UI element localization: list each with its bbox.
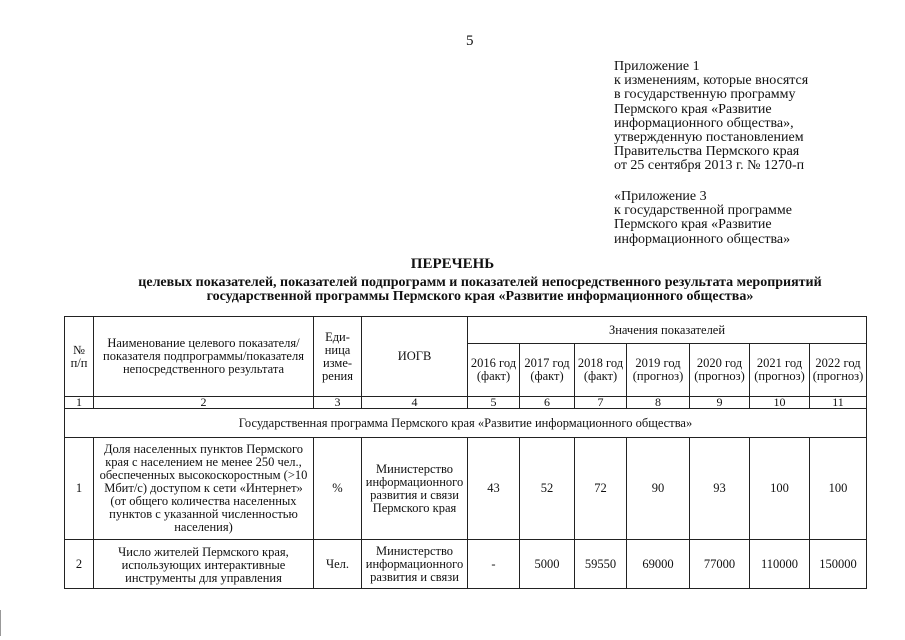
row-value: 77000 [690,540,750,589]
row-value: 43 [468,438,520,540]
indicators-table [64,316,867,589]
column-numbers-row [65,397,867,409]
row-value: 110000 [750,540,810,589]
column-number: 3 [314,397,362,409]
annex-3-block [614,190,792,247]
header-year: 2021 год (прогноз) [750,344,810,397]
column-number: 10 [750,397,810,409]
annex-line: от 25 сентября 2013 г. № 1270-п [614,158,805,174]
annex-line: Приложение 1 [614,59,700,74]
document-title: ПЕРЕЧЕНЬ [410,256,495,272]
header-year: 2017 год (факт) [520,344,575,397]
row-num: 2 [65,540,94,589]
annex-line: «Приложение 3 [614,189,707,204]
row-value: 100 [750,438,810,540]
header-year: 2020 год (прогноз) [690,344,750,397]
header-year: 2019 год (прогноз) [627,344,690,397]
column-number: 5 [468,397,520,409]
annex-line: утвержденную постановлением [614,130,804,146]
header-num: № п/п [65,317,94,397]
subtitle-line: государственной программы Пермского края «Развитие информационного общества» [206,289,754,304]
row-iogv: Министерство информационного развития и связи [362,540,468,589]
column-number: 8 [627,397,690,409]
row-unit: % [314,438,362,540]
column-number: 9 [690,397,750,409]
column-number: 7 [575,397,627,409]
annex-line: информационного общества», [614,115,794,131]
row-value: 52 [520,438,575,540]
annex-1-block [614,60,808,174]
row-value: 59550 [575,540,627,589]
annex-line: информационного общества» [614,231,791,247]
header-year: 2022 год (прогноз) [810,344,867,397]
program-row [65,409,867,438]
row-value: 5000 [520,540,575,589]
row-num: 1 [65,438,94,540]
annex-line: Правительства Пермского края [614,144,800,160]
column-number: 11 [810,397,867,409]
column-number: 2 [94,397,314,409]
scan-edge-mark [0,610,1,636]
table-row [65,438,867,540]
row-value: 90 [627,438,690,540]
header-unit: Еди-ница изме-рения [314,317,362,397]
header-row [65,317,867,344]
row-value: 150000 [810,540,867,589]
row-value: - [468,540,520,589]
row-iogv: Министерство информационного развития и связи Пермского края [362,438,468,540]
header-values-group: Значения показателей [468,317,867,344]
row-name: Доля населенных пунктов Пермского края с населением не менее 250 чел., обеспеченных высокоскоростным (>10 Мбит/с) доступом к сети «Интернет» (от общего количества населенных пунктов с указанной численностью населения) [94,438,314,540]
column-number: 6 [520,397,575,409]
annex-line: к изменениям, которые вносятся [614,73,809,89]
header-name: Наименование целевого показателя/показателя подпрограммы/показателя непосредственного результата [94,317,314,397]
header-year: 2016 год (факт) [468,344,520,397]
row-value: 93 [690,438,750,540]
annex-line: к государственной программе [614,203,792,219]
row-value: 69000 [627,540,690,589]
page-number: 5 [466,33,474,49]
header-iogv: ИОГВ [362,317,468,397]
annex-line: Пермского края «Развитие [614,101,772,117]
document-subtitle [80,276,880,304]
row-unit: Чел. [314,540,362,589]
program-title: Государственная программа Пермского края «Развитие информационного общества» [65,409,867,438]
annex-line: в государственную программу [614,87,796,103]
header-year: 2018 год (факт) [575,344,627,397]
row-value: 72 [575,438,627,540]
table-row [65,540,867,589]
column-number: 4 [362,397,468,409]
annex-line: Пермского края «Развитие [614,217,772,233]
row-name: Число жителей Пермского края, использующих интерактивные инструменты для управления [94,540,314,589]
subtitle-line: целевых показателей, показателей подпрограмм и показателей непосредственного результата мероприятий [138,275,822,290]
row-value: 100 [810,438,867,540]
column-number: 1 [65,397,94,409]
